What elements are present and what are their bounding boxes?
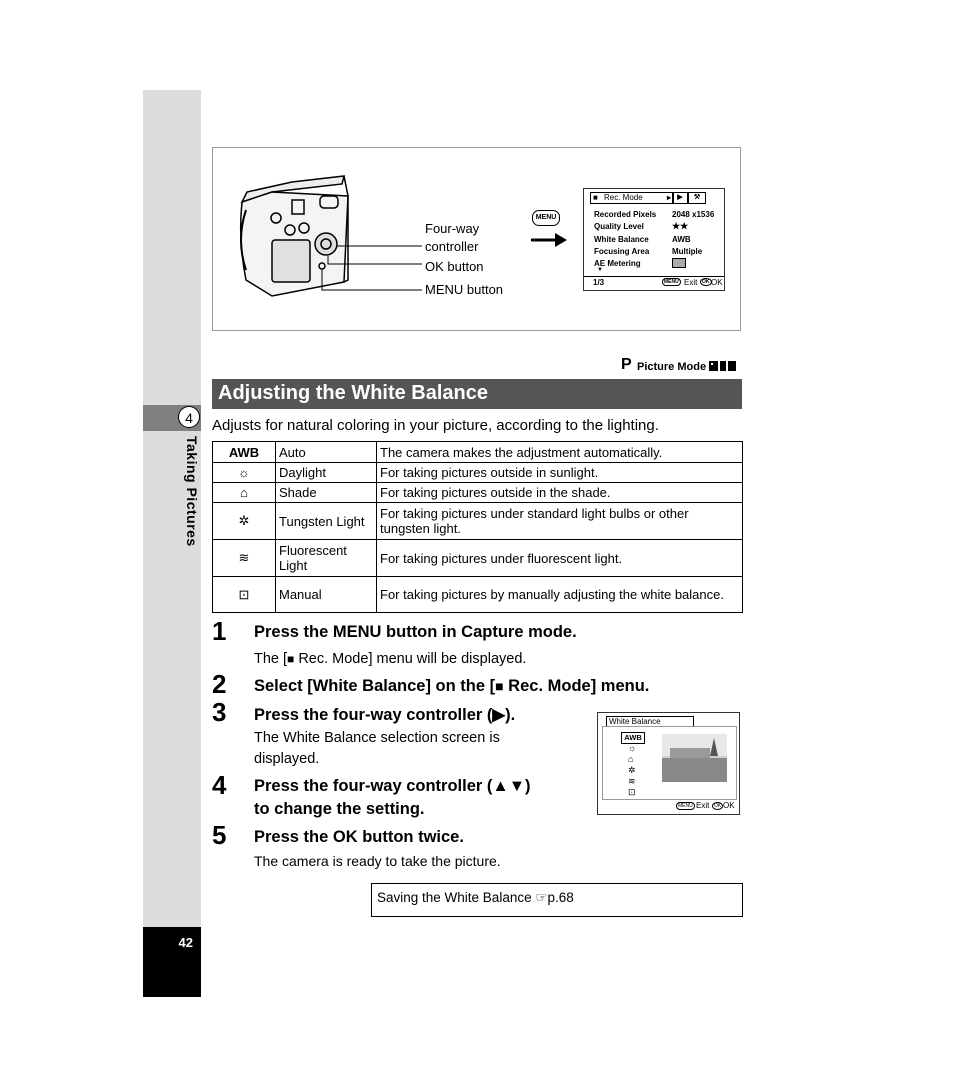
wb-name: Fluorescent Light: [276, 540, 377, 577]
lcd2-ok: OK: [723, 801, 735, 810]
section-heading: Adjusting the White Balance: [212, 379, 742, 409]
wb-description: For taking pictures outside in the shade.: [377, 483, 743, 503]
controller-label: controller: [425, 239, 479, 254]
manual-icon: ⊡: [213, 577, 276, 613]
step-subtext: The [■ Rec. Mode] menu will be displayed.: [254, 651, 527, 667]
rec-mode-lcd: [583, 188, 725, 291]
shade-icon: ⌂: [213, 483, 276, 503]
daylight-icon: ☼: [213, 463, 276, 483]
table-row: [213, 503, 743, 540]
tungsten-icon: ✲: [213, 503, 276, 540]
daylight-icon: ☼: [628, 743, 637, 753]
page-reference: ☞p.68: [535, 890, 574, 905]
awb-icon: AWB: [621, 732, 645, 744]
reference-note: [371, 883, 743, 917]
menu-icon: MENU: [532, 210, 560, 226]
movie-mode-icon: [709, 360, 739, 372]
lcd-row-value: ★★: [672, 221, 689, 231]
step-number: 1: [212, 616, 227, 646]
wb-name: Manual: [276, 577, 377, 613]
wb-description: For taking pictures outside in sunlight.: [377, 463, 743, 483]
lcd2-menu-icon: MENU: [678, 803, 693, 809]
lcd-row-label: White Balance: [594, 235, 649, 244]
table-row: [213, 442, 743, 463]
step-number: 5: [212, 820, 227, 850]
lcd2-title: White Balance: [606, 716, 694, 727]
table-row: [213, 463, 743, 483]
page-number: 42: [178, 935, 193, 950]
step-title: Select [White Balance] on the [■ Rec. Mode] menu.: [254, 677, 650, 695]
wb-name: Daylight: [276, 463, 377, 483]
white-balance-lcd: [597, 712, 740, 815]
fourway-label: Four-way: [425, 221, 480, 236]
lcd-row-label: Focusing Area: [594, 247, 650, 256]
lcd-menu-icon: MENU: [664, 279, 679, 285]
lcd-page: 1/3: [593, 278, 605, 287]
wb-description: For taking pictures under standard light bulbs or other tungsten light.: [377, 503, 743, 540]
chapter-title: Taking Pictures: [184, 436, 200, 547]
setup-tab-icon: ⚒: [688, 192, 706, 204]
tab-arrow-icon: ▸: [666, 193, 671, 202]
step-title: Press the OK button twice.: [254, 828, 464, 846]
step-number: 4: [212, 770, 227, 800]
camera-icon: ■: [287, 652, 295, 666]
wb-description: For taking pictures under fluorescent light.: [377, 540, 743, 577]
step-title: Press the MENU button in Capture mode.: [254, 623, 577, 641]
manual-icon: ⊡: [628, 787, 636, 797]
lcd-row-value: 2048 x1536: [672, 210, 715, 219]
step-subtext: displayed.: [254, 751, 320, 767]
lcd-row-value: AWB: [672, 235, 691, 244]
wb-description: For taking pictures by manually adjusting the white balance.: [377, 577, 743, 613]
white-balance-table: [212, 441, 743, 613]
lcd2-exit: Exit: [696, 801, 710, 810]
camera-icon: ■: [495, 678, 504, 694]
lcd-row-label: Quality Level: [594, 222, 644, 231]
awb-icon: AWB: [213, 442, 276, 463]
note-text: Saving the White Balance: [377, 890, 536, 905]
lcd-exit: Exit: [684, 278, 698, 287]
scroll-down-icon: ▼: [597, 267, 603, 273]
step-number: 2: [212, 669, 227, 699]
wb-name: Tungsten Light: [276, 503, 377, 540]
intro-text: Adjusts for natural coloring in your picture, according to the lighting.: [212, 417, 659, 434]
ok-button-label: OK button: [425, 259, 484, 274]
lcd2-ok-icon: OK: [714, 803, 722, 809]
step-subtext: The camera is ready to take the picture.: [254, 853, 501, 869]
lcd-row-label: AE Metering: [594, 259, 641, 268]
playback-tab-icon: ▶: [672, 192, 688, 204]
camera-drawing: [232, 170, 432, 305]
table-row: [213, 540, 743, 577]
fluorescent-icon: ≋: [213, 540, 276, 577]
wb-description: The camera makes the adjustment automatically.: [377, 442, 743, 463]
wb-name: Auto: [276, 442, 377, 463]
lcd-tab-label: Rec. Mode: [604, 193, 643, 202]
step-subtext: The White Balance selection screen is: [254, 730, 500, 746]
picture-mode-label: Picture Mode: [637, 361, 707, 373]
program-mode-icon: P: [621, 356, 632, 373]
shade-icon: ⌂: [628, 754, 634, 764]
menu-button-label: MENU button: [425, 282, 504, 297]
arrow-right-icon: [529, 230, 569, 250]
wb-name: Shade: [276, 483, 377, 503]
lcd-tab: [590, 192, 674, 204]
step-number: 3: [212, 697, 227, 727]
tungsten-icon: ✲: [628, 765, 636, 775]
lcd-row-value: Multiple: [672, 247, 703, 256]
step-title: to change the setting.: [254, 800, 425, 818]
chapter-number: 4: [178, 406, 200, 428]
lcd-row-label: Recorded Pixels: [594, 210, 657, 219]
table-row: [213, 483, 743, 503]
step-title: Press the four-way controller (▲▼): [254, 777, 531, 795]
step-title: Press the four-way controller (▶).: [254, 706, 516, 724]
camera-icon: ■: [593, 193, 598, 202]
lcd-ok-icon: OK: [702, 279, 710, 285]
lcd-ok: OK: [711, 278, 723, 287]
preview-image: [662, 734, 727, 782]
metering-icon: [672, 258, 686, 268]
table-row: [213, 577, 743, 613]
fluorescent-icon: ≋: [628, 776, 636, 786]
